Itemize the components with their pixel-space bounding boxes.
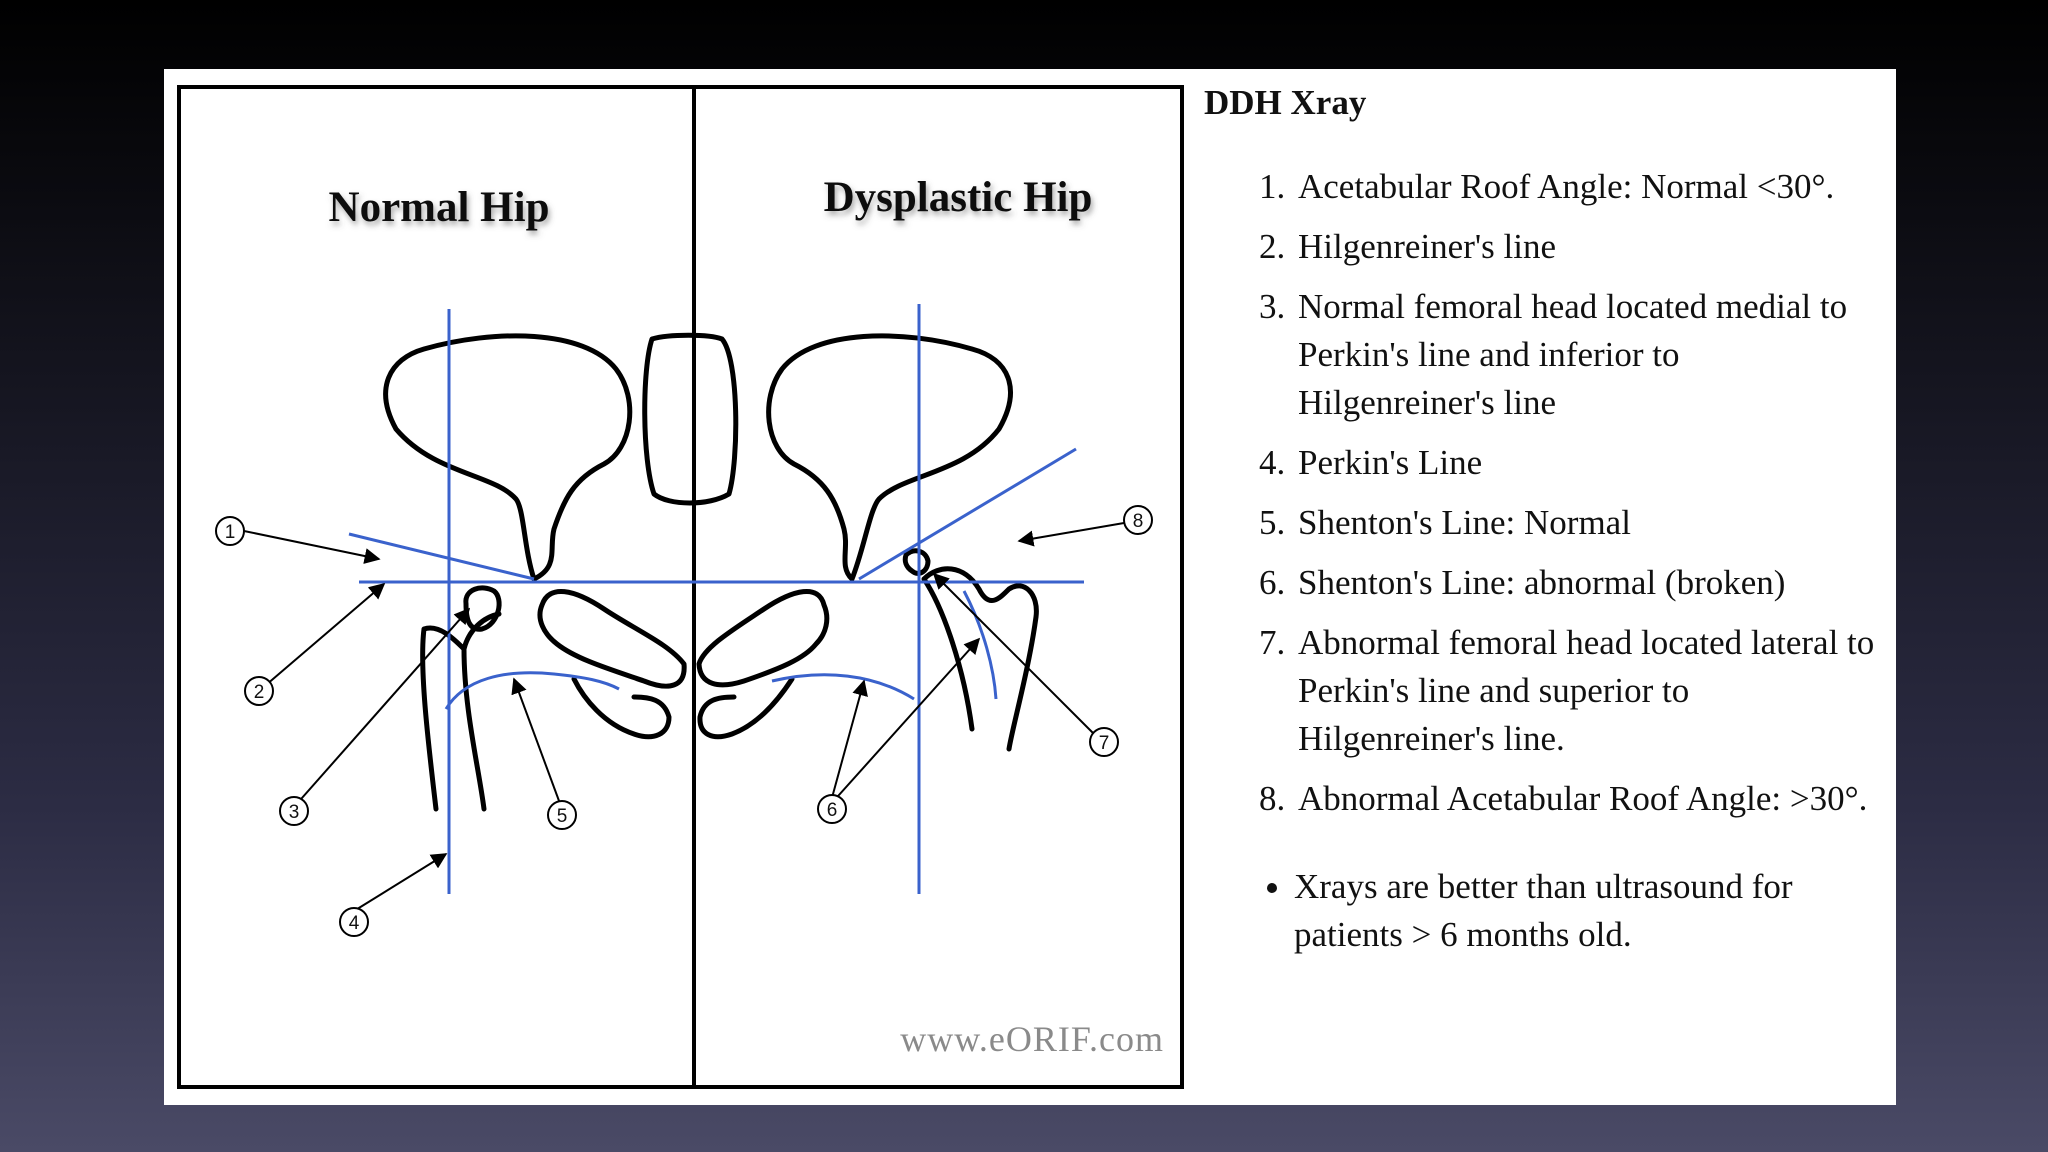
right-ilium: [769, 336, 1011, 579]
shenton-line-abnormal: [772, 675, 914, 699]
legend-item: 4. Perkin's Line: [1294, 439, 1884, 487]
legend-panel: [1204, 83, 1884, 959]
normal-femur: [423, 614, 499, 809]
callout-5: 5: [556, 806, 568, 827]
callout-7: 7: [1098, 733, 1110, 754]
bullet-list: [1204, 863, 1884, 959]
callout-1: 1: [224, 522, 236, 543]
callout-6: 6: [826, 800, 838, 821]
callout-3: 3: [288, 802, 300, 823]
left-pubis: [540, 591, 684, 686]
right-ischium: [700, 679, 792, 737]
diagram-frame: [179, 87, 1182, 1087]
legend-item: 6. Shenton's Line: abnormal (broken): [1294, 559, 1884, 607]
abnormal-roof-angle-line: [859, 449, 1076, 579]
legend-item: 2. Hilgenreiner's line: [1294, 223, 1884, 271]
legend-list: [1204, 163, 1884, 823]
bullet-item: • Xrays are better than ultrasound for patients > 6 months old.: [1294, 863, 1884, 959]
legend-item: 5. Shenton's Line: Normal: [1294, 499, 1884, 547]
shenton-line-abnormal-femur: [964, 591, 996, 699]
right-pubis: [699, 591, 827, 684]
normal-roof-angle-line: [349, 534, 534, 579]
slide-card: [164, 69, 1896, 1105]
left-ilium: [386, 336, 630, 579]
dysplastic-femoral-head: [905, 551, 928, 574]
sacrum: [645, 335, 736, 503]
normal-hip-title: Normal Hip: [328, 184, 550, 231]
legend-item: 1. Acetabular Roof Angle: Normal <30°.: [1294, 163, 1884, 211]
left-ischium: [574, 679, 669, 737]
callout-8: 8: [1132, 511, 1144, 532]
watermark: www.eORIF.com: [900, 1019, 1164, 1059]
callout-4: 4: [348, 913, 360, 934]
legend-heading: DDH Xray: [1204, 83, 1367, 122]
legend-item: 8. Abnormal Acetabular Roof Angle: >30°.: [1294, 775, 1884, 823]
legend-item: 3. Normal femoral head located medial to Perkin's line and inferior to Hilgenreiner's line: [1294, 283, 1884, 427]
dysplastic-hip-title: Dysplastic Hip: [823, 174, 1093, 221]
callout-2: 2: [253, 682, 265, 703]
legend-item: 7. Abnormal femoral head located lateral to Perkin's line and superior to Hilgenreiner's line.: [1294, 619, 1884, 763]
callout-circles: [216, 506, 1152, 936]
